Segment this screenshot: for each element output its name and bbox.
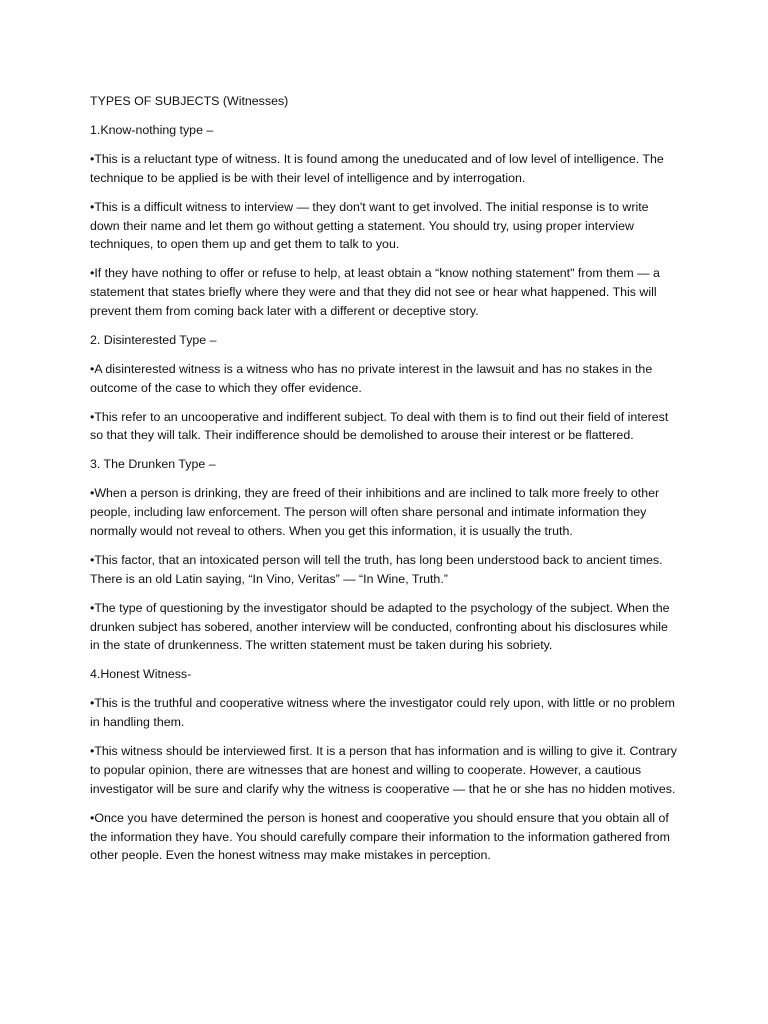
paragraph: •Once you have determined the person is honest and cooperative you should ensure that you obtain all of the information they have. You should carefully compare their information to the information gathered from other people. Even the honest witness may make mistakes in perception. (90, 810, 670, 863)
section-heading-drunken: 3. The Drunken Type – (90, 457, 216, 472)
document-page (90, 92, 680, 875)
paragraph: •This is the truthful and cooperative witness where the investigator could rely upon, with little or no problem in handling them. (90, 696, 675, 730)
paragraph: •This witness should be interviewed first. It is a person that has information and is willing to give it. Contrary to popular opinion, there are witnesses that are honest and willing to cooperate. However, a cautious investigator will be sure and clarify why the witness is cooperative — that he or she has no hidden motives. (90, 744, 677, 796)
paragraph: •This refer to an uncooperative and indifferent subject. To deal with them is to find out their field of interest so that they will talk. Their indifference should be demolished to arouse their interest or be flattered. (90, 409, 669, 443)
section-heading-disinterested: 2. Disinterested Type – (90, 332, 217, 347)
paragraph: •This factor, that an intoxicated person will tell the truth, has long been understood back to ancient times. There is an old Latin saying, “In Vino, Veritas” — “In Wine, Truth.” (90, 553, 663, 586)
section-heading-know-nothing: 1.Know-nothing type – (90, 122, 214, 137)
paragraph: •When a person is drinking, they are freed of their inhibitions and are inclined to talk more freely to other people, including law enforcement. The person will often share personal and intimate information they normally would not reveal to others. When you get this information, it is usually the truth. (90, 486, 660, 539)
paragraph: •This is a difficult witness to interview — they don't want to get involved. The initial response is to write down their name and let them go without getting a statement. You should try, using proper interview techniques, to open them up and get them to talk to you. (90, 199, 649, 252)
document-title: TYPES OF SUBJECTS (Witnesses) (90, 94, 289, 108)
paragraph: •This is a reluctant type of witness. It is found among the uneducated and of low level of intelligence. The technique to be applied is be with their level of intelligence and by interrogation. (90, 151, 664, 185)
paragraph: •If they have nothing to offer or refuse to help, at least obtain a “know nothing statement" from them — a statement that states briefly where they were and that they did not see or hear what happened. This will prevent them from coming back later with a different or deceptive story. (90, 266, 660, 318)
section-heading-honest: 4.Honest Witness- (90, 667, 192, 682)
paragraph: •A disinterested witness is a witness who has no private interest in the lawsuit and has no stakes in the outcome of the case to which they offer evidence. (90, 361, 653, 395)
paragraph: •The type of questioning by the investigator should be adapted to the psychology of the subject. When the drunken subject has sobered, another interview will be conducted, confronting about his disclosures while in the state of drunkenness. The written statement must be taken during his sobriety. (90, 600, 670, 653)
